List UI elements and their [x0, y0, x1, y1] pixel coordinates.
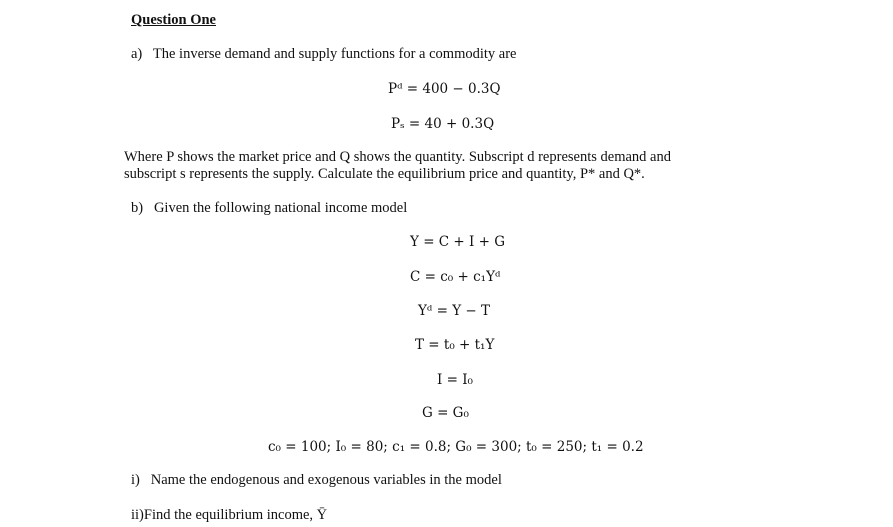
question-i: i) Name the endogenous and exogenous variables in the model — [131, 472, 502, 488]
part-b-intro: b) Given the following national income model — [131, 200, 408, 216]
part-a-description-line1: Where P shows the market price and Q shows the quantity. Subscript d represents demand and — [124, 149, 671, 165]
question-ii: ii)Find the equilibrium income, Ȳ — [131, 507, 328, 523]
equation-yd: Yᵈ = Y − T — [418, 303, 491, 319]
equation-i: I = I₀ — [437, 372, 473, 388]
equation-c: C = c₀ + c₁Yᵈ — [410, 269, 501, 285]
part-a-intro: a) The inverse demand and supply functions for a commodity are — [131, 46, 517, 62]
supply-equation: Pₛ = 40 + 0.3Q — [391, 116, 495, 132]
demand-equation: Pᵈ = 400 − 0.3Q — [388, 81, 501, 97]
part-a-description-line2: subscript s represents the supply. Calculate the equilibrium price and quantity, P* and Q*. — [124, 166, 645, 182]
equation-t: T = t₀ + t₁Y — [415, 337, 495, 353]
parameter-values: c₀ = 100; I₀ = 80; c₁ = 0.8; G₀ = 300; t₀ = 250; t₁ = 0.2 — [268, 439, 644, 455]
equation-y: Y = C + I + G — [410, 234, 506, 250]
equation-g: G = G₀ — [422, 405, 469, 421]
question-heading: Question One — [131, 12, 216, 28]
